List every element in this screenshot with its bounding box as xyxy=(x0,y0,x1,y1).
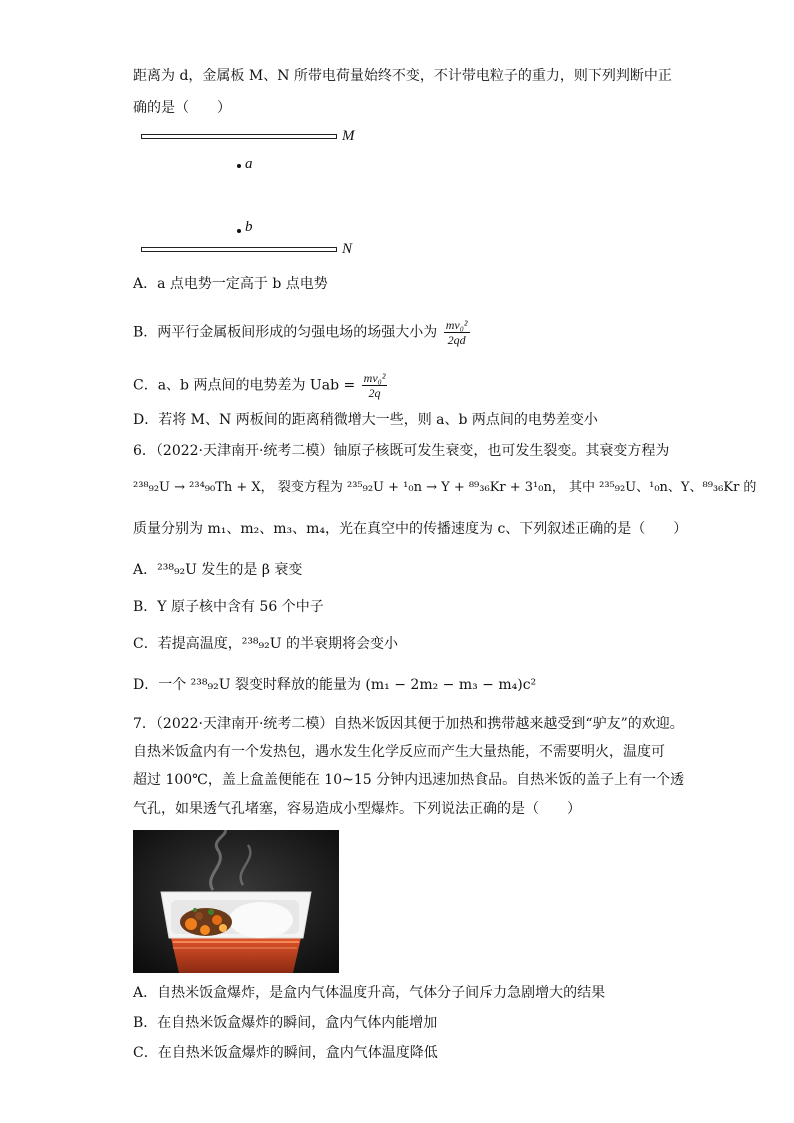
q7-option-a: A．自热米饭盒爆炸，是盒内气体温度升高，气体分子间斥力急剧增大的结果 xyxy=(133,985,606,1001)
point-b-dot xyxy=(237,229,241,233)
q5-option-a: A．a 点电势一定高于 b 点电势 xyxy=(133,276,328,292)
plate-n-label: N xyxy=(342,241,353,257)
fraction-numerator: mv₀² xyxy=(445,318,468,332)
q7-option-c: C．在自热米饭盒爆炸的瞬间，盒内气体温度降低 xyxy=(133,1045,438,1061)
q7-stem-line4: 气孔，如果透气孔堵塞，容易造成小型爆炸。下列说法正确的是（ ） xyxy=(133,801,581,817)
q6-decay-equation: ²³⁸₉₂U → ²³⁴₉₀Th + X， xyxy=(133,480,274,495)
q5-option-c xyxy=(133,371,389,400)
self-heating-rice-photo xyxy=(133,830,339,973)
q5-option-b-fraction xyxy=(444,318,470,347)
q6-option-b: B．Y 原子核中含有 56 个中子 xyxy=(133,599,324,615)
q5-option-c-text: C．a、b 两点间的电势差为 Uab = xyxy=(133,377,356,394)
q5-stem-line2: 确的是（ ） xyxy=(133,100,231,116)
q6-option-a: A．²³⁸₉₂U 发生的是 β 衰变 xyxy=(133,562,303,578)
q7-stem-line3: 超过 100℃，盖上盒盖便能在 10~15 分钟内迅速加热食品。自热米饭的盖子上有一个透 xyxy=(133,772,685,788)
q5-option-c-fraction xyxy=(362,371,388,400)
q7-stem-line1: 7．（2022·天津南开·统考二模）自热米饭因其便于加热和携带越来越受到“驴友”的欢迎。 xyxy=(133,716,684,732)
q5-option-b xyxy=(133,318,472,347)
q5-stem-line1: 距离为 d，金属板 M、N 所带电荷量始终不变，不计带电粒子的重力，则下列判断中正 xyxy=(133,68,672,84)
q7-stem-line2: 自热米饭盒内有一个发热包，遇水发生化学反应而产生大量热能，不需要明火，温度可 xyxy=(133,744,665,760)
fraction-numerator: mv₀² xyxy=(363,371,386,385)
q6-stem-line1: 6．（2022·天津南开·统考二模）铀原子核既可发生衰变，也可发生裂变。其衰变方程为 xyxy=(133,443,670,459)
q6-stem-line3: 质量分别为 m₁、m₂、m₃、m₄，光在真空中的传播速度为 c、下列叙述正确的是（ ） xyxy=(133,521,688,537)
fraction-denominator: 2q xyxy=(368,386,381,400)
rice-box-illustration xyxy=(133,830,339,973)
q7-option-b: B．在自热米饭盒爆炸的瞬间，盒内气体内能增加 xyxy=(133,1015,438,1031)
q6-option-d: D．一个 ²³⁸₉₂U 裂变时释放的能量为 (m₁ − 2m₂ − m₃ − m₄)c² xyxy=(133,677,537,693)
plate-n xyxy=(141,247,337,252)
q6-equation-tail: 其中 ²³⁵₉₂U、¹₀n、Y、⁸⁹₃₆Kr 的 xyxy=(568,480,757,495)
point-b-label: b xyxy=(245,219,253,235)
q6-stem-equations xyxy=(133,478,756,498)
fraction-denominator: 2qd xyxy=(447,333,466,347)
q5-option-b-text: B．两平行金属板间形成的匀强电场的场强大小为 xyxy=(133,324,438,341)
point-a-label: a xyxy=(245,156,253,172)
q6-fission-lead: 裂变方程为 xyxy=(277,480,343,495)
q6-fission-equation: ²³⁵₉₂U + ¹₀n → Y + ⁸⁹₃₆Kr + 3¹₀n， xyxy=(346,480,565,495)
q6-option-c: C．若提高温度，²³⁸₉₂U 的半衰期将会变小 xyxy=(133,636,399,652)
q5-option-d: D．若将 M、N 两板间的距离稍微增大一些，则 a、b 两点间的电势差变小 xyxy=(133,412,598,428)
plate-m xyxy=(141,134,337,139)
point-a-dot xyxy=(237,164,241,168)
plate-m-label: M xyxy=(342,128,355,144)
